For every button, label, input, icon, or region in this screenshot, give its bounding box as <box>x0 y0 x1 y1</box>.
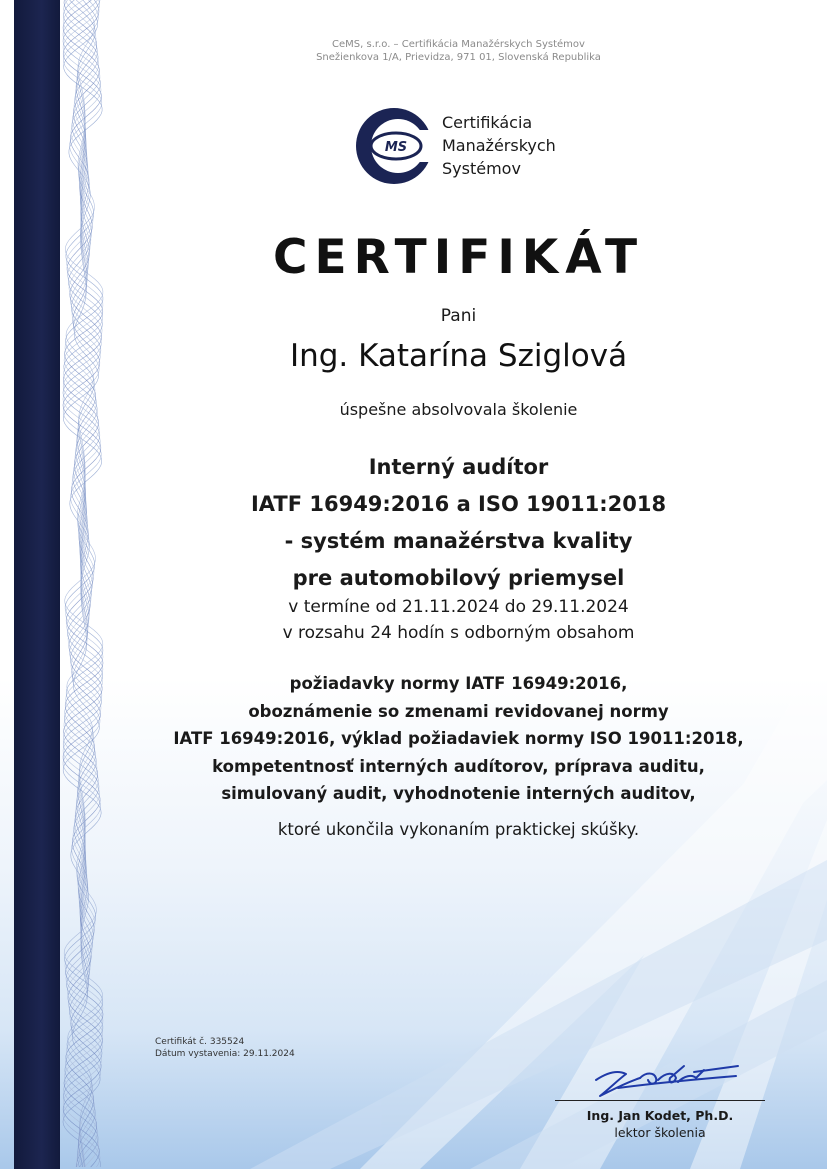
course-dates <box>90 594 827 646</box>
recipient-name: Ing. Katarína Sziglová <box>289 338 628 374</box>
signature-scribble <box>588 1058 748 1104</box>
course-term: v termíne od 21.11.2024 do 29.11.2024 <box>288 597 629 617</box>
logo-line-1: Certifikácia <box>442 113 533 132</box>
topic-line: kompetentnosť interných audítorov, príprava auditu, <box>212 756 705 776</box>
logo-wordmark <box>442 111 556 180</box>
course-line: Interný audítor <box>368 455 549 479</box>
signatory-role: lektor školenia <box>614 1125 706 1140</box>
topic-line: oboznámenie so zmenami revidovanej normy <box>248 701 669 721</box>
certificate-number: Certifikát č. 335524 <box>155 1037 245 1047</box>
signature-line <box>555 1100 765 1101</box>
company-line: CeMS, s.r.o. – Certifikácia Manažérskych Systémov <box>332 39 585 50</box>
course-topics <box>90 670 827 808</box>
certificate-title: CERTIFIKÁT <box>272 230 645 285</box>
topic-line: požiadavky normy IATF 16949:2016, <box>289 674 628 693</box>
signatory-name: Ing. Jan Kodet, Ph.D. <box>586 1108 734 1123</box>
course-title <box>90 449 827 597</box>
intro-text: úspešne absolvovala školenie <box>339 400 578 419</box>
course-scope: v rozsahu 24 hodín s odborným obsahom <box>282 623 635 643</box>
logo-line-3: Systémov <box>442 159 521 178</box>
closing-text: ktoré ukončila vykonaním praktickej skúšky. <box>277 820 640 839</box>
left-border-bar <box>14 0 60 1169</box>
logo-line-2: Manažérskych <box>442 136 556 155</box>
topic-line: simulovaný audit, vyhodnotenie interných auditov, <box>221 784 696 803</box>
topic-line: IATF 16949:2016, výklad požiadaviek normy ISO 19011:2018, <box>173 729 744 748</box>
course-line: - systém manažérstva kvality <box>284 529 633 553</box>
issue-date: Dátum vystavenia: 29.11.2024 <box>155 1049 295 1059</box>
course-line: IATF 16949:2016 a ISO 19011:2018 <box>250 492 667 516</box>
logo-mark-text: MS <box>384 140 408 155</box>
certificate-info <box>155 1036 295 1060</box>
cems-logo <box>352 104 592 188</box>
header-block <box>90 38 827 64</box>
course-line: pre automobilový priemysel <box>292 566 625 590</box>
salutation: Pani <box>440 306 477 326</box>
cems-logo-mark-icon <box>352 104 436 188</box>
address-line: Snežienkova 1/A, Prievidza, 971 01, Slovenská Republika <box>316 52 601 63</box>
